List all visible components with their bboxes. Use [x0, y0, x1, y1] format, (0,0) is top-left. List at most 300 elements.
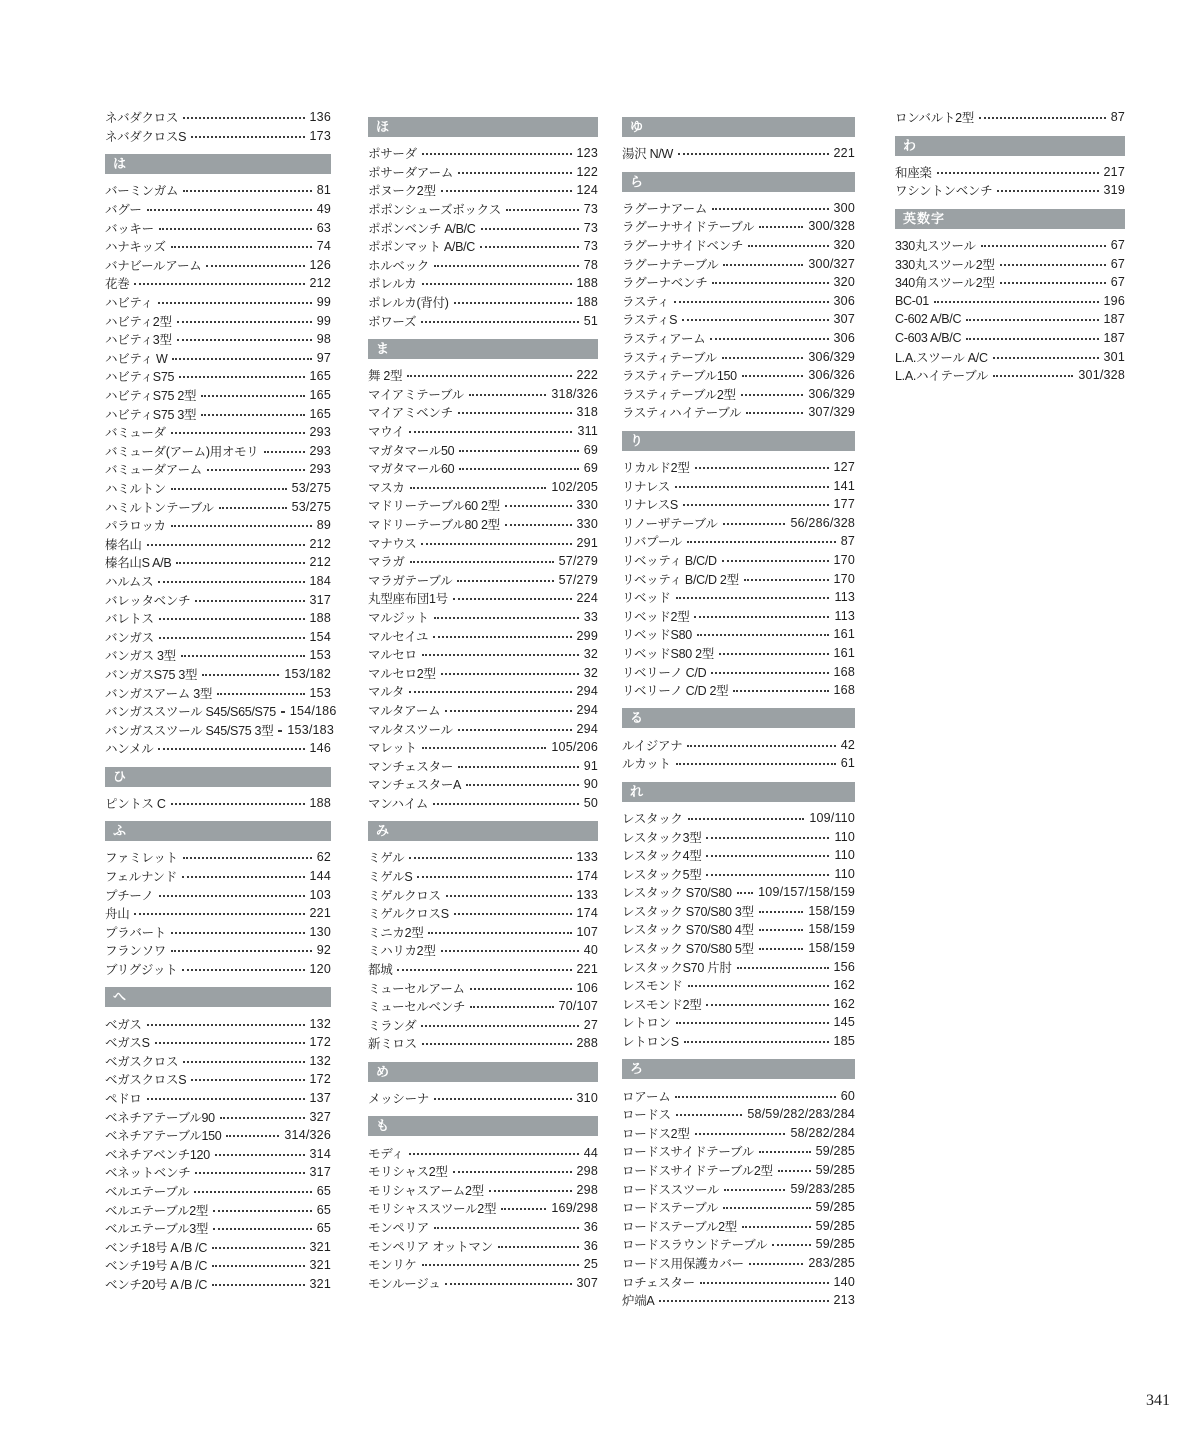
entry-pages: 306/326: [808, 368, 855, 383]
leader-dots: [422, 1043, 572, 1045]
leader-dots: [158, 748, 304, 750]
leader-dots: [207, 469, 305, 471]
section-label: れ: [630, 783, 645, 799]
entry-name: 舟山: [105, 907, 130, 922]
entry-pages: 73: [583, 202, 598, 217]
index-entry: [622, 236, 855, 255]
index-entry: [895, 108, 1125, 127]
entry-name: ハビティ2型: [105, 314, 172, 329]
entry-pages: 61: [840, 756, 855, 771]
section-header: [622, 782, 855, 802]
entry-name: ロードスサイドテーブル: [622, 1145, 754, 1160]
entry-pages: 196: [1103, 293, 1125, 308]
entry-name: 都城: [368, 963, 393, 978]
leader-dots: [981, 245, 1106, 247]
leader-dots: [772, 1244, 810, 1246]
leader-dots: [695, 1133, 786, 1135]
index-entry: [622, 827, 855, 846]
index-entry: [368, 1034, 598, 1053]
section-label: 英数字: [903, 210, 946, 226]
leader-dots: [422, 153, 572, 155]
section-header: [622, 1059, 855, 1079]
entry-name: マンハイム: [368, 796, 429, 811]
index-entry: [105, 1219, 331, 1238]
entry-pages: 87: [840, 534, 855, 549]
entry-name: マガタマール50: [368, 443, 455, 458]
entry-name: ベンチ18号 A /B /C: [105, 1240, 208, 1255]
entry-pages: 188: [309, 611, 331, 626]
index-entry: [368, 478, 598, 497]
index-entry: [368, 719, 598, 738]
leader-dots: [219, 507, 287, 509]
entry-name: ポレルカ(背付): [368, 296, 449, 311]
entry-name: バミューダアーム: [105, 463, 202, 478]
entry-name: リカルド2型: [622, 461, 690, 476]
index-column-1: [105, 108, 337, 1293]
index-entry: [368, 533, 598, 552]
entry-name: ラスティテーブル: [622, 350, 717, 365]
leader-dots: [177, 321, 312, 323]
index-entry: [105, 127, 331, 146]
entry-name: フランソワ: [105, 944, 167, 959]
entry-name: ミハリカ2型: [368, 944, 436, 959]
leader-dots: [441, 950, 579, 952]
index-entry: [368, 1181, 598, 1200]
index-entry: [368, 1016, 598, 1035]
index-entry: [895, 292, 1125, 311]
leader-dots: [759, 1151, 811, 1153]
index-entry: [368, 385, 598, 404]
entry-pages: 50: [583, 795, 598, 810]
entry-name: レスタック S70/S80 5型: [622, 942, 754, 957]
leader-dots: [719, 653, 829, 655]
entry-name: L.A.ハイテーブル: [895, 369, 989, 384]
leader-dots: [979, 117, 1106, 119]
entry-pages: 168: [833, 683, 855, 698]
entry-name: ハナキッズ: [105, 240, 166, 255]
index-entry: [622, 1105, 855, 1124]
entry-pages: 97: [316, 350, 331, 365]
entry-pages: 320: [833, 238, 855, 253]
entry-pages: 187: [1103, 312, 1125, 327]
entry-pages: 306: [833, 331, 855, 346]
leader-dots: [183, 117, 304, 119]
leader-dots: [134, 913, 304, 915]
entry-pages: 42: [840, 737, 855, 752]
entry-name: ベネチアテーブル90: [105, 1110, 215, 1125]
entry-name: ポポンシューズボックス: [368, 203, 501, 218]
section-label: も: [376, 1118, 391, 1134]
entry-name: ラスティテーブル2型: [622, 387, 736, 402]
index-entry: [105, 1237, 331, 1256]
entry-pages: 137: [309, 1091, 331, 1106]
entry-pages: 320: [833, 275, 855, 290]
section-label: る: [630, 710, 645, 726]
leader-dots: [171, 803, 305, 805]
entry-name: リベッドS80 2型: [622, 646, 714, 661]
leader-dots: [428, 932, 571, 934]
entry-name: マルタ: [368, 685, 405, 700]
index-entry: [105, 1163, 331, 1182]
entry-pages: 298: [576, 1164, 598, 1179]
entry-name: ポヌーク2型: [368, 184, 436, 199]
section-header: [368, 821, 598, 841]
entry-name: ハビティ3型: [105, 333, 172, 348]
leader-dots: [466, 784, 579, 786]
leader-dots: [700, 1282, 829, 1284]
entry-pages: 174: [576, 906, 598, 921]
entry-pages: 120: [309, 962, 331, 977]
leader-dots: [741, 394, 804, 396]
entry-pages: 59/285: [815, 1237, 855, 1252]
leader-dots: [278, 730, 282, 732]
index-entry: [622, 735, 855, 754]
index-entry: [368, 663, 598, 682]
entry-name: ミューセルベンチ: [368, 1000, 466, 1015]
entry-name: ラスティアーム: [622, 332, 706, 347]
index-entry: [368, 589, 598, 608]
leader-dots: [434, 1227, 579, 1229]
section-header: [622, 172, 855, 192]
index-entry: [622, 329, 855, 348]
index-entry: [105, 590, 331, 609]
leader-dots: [441, 190, 572, 192]
index-entry: [368, 1255, 598, 1274]
entry-name: ベガスクロスS: [105, 1073, 187, 1088]
index-entry: [622, 532, 855, 551]
entry-pages: 153: [309, 685, 331, 700]
leader-dots: [489, 1190, 572, 1192]
index-entry: [622, 366, 855, 385]
entry-pages: 65: [316, 1183, 331, 1198]
index-entry: [622, 1124, 855, 1143]
index-entry: [368, 515, 598, 534]
entry-pages: 32: [583, 647, 598, 662]
section-header: [622, 117, 855, 137]
entry-name: ハミルトン: [105, 481, 167, 496]
index-entry: [622, 681, 855, 700]
index-entry: [622, 403, 855, 422]
leader-dots: [687, 745, 835, 747]
index-entry: [105, 1014, 331, 1033]
leader-dots: [710, 338, 828, 340]
entry-name: ラグーナベンチ: [622, 276, 708, 291]
index-column-4: [895, 108, 1125, 385]
index-entry: [368, 997, 598, 1016]
entry-pages: 321: [309, 1276, 331, 1291]
entry-name: モンルージュ: [368, 1276, 441, 1291]
entry-pages: 69: [583, 442, 598, 457]
leader-dots: [778, 1170, 811, 1172]
entry-pages: 127: [833, 460, 855, 475]
leader-dots: [179, 376, 304, 378]
index-entry: [368, 794, 598, 813]
entry-name: ルイジアナ: [622, 738, 683, 753]
index-entry: [105, 330, 331, 349]
entry-name: ロードススツール: [622, 1182, 720, 1197]
index-entry: [622, 662, 855, 681]
entry-pages: 317: [309, 592, 331, 607]
leader-dots: [746, 412, 803, 414]
entry-name: レスタック S70/S80 4型: [622, 923, 754, 938]
entry-name: バナビールアーム: [105, 258, 202, 273]
leader-dots: [723, 264, 803, 266]
entry-pages: 141: [833, 478, 855, 493]
index-entry: [105, 386, 331, 405]
index-entry: [622, 199, 855, 218]
entry-name: ベガス: [105, 1017, 142, 1032]
entry-name: ベネットベンチ: [105, 1166, 191, 1181]
entry-name: モリシャス2型: [368, 1165, 448, 1180]
entry-name: リベッド: [622, 591, 671, 606]
index-entry: [105, 367, 331, 386]
entry-pages: 58/59/282/283/284: [747, 1107, 855, 1122]
entry-name: マレット: [368, 741, 417, 756]
index-entry: [368, 181, 598, 200]
entry-pages: 57/279: [558, 572, 598, 587]
index-entry: [622, 1217, 855, 1236]
entry-pages: 213: [833, 1293, 855, 1308]
leader-dots: [934, 301, 1099, 303]
entry-pages: 319: [1103, 183, 1125, 198]
entry-name: ハビティS75 2型: [105, 389, 197, 404]
entry-pages: 153: [309, 648, 331, 663]
entry-name: バンガスアーム 3型: [105, 686, 213, 701]
index-entry: [622, 514, 855, 533]
leader-dots: [422, 747, 547, 749]
index-entry: [622, 292, 855, 311]
entry-name: バッキー: [105, 221, 154, 236]
entry-name: ルカット: [622, 757, 671, 772]
entry-pages: 69: [583, 461, 598, 476]
entry-pages: 217: [1103, 164, 1125, 179]
leader-dots: [445, 1283, 571, 1285]
entry-name: マルセイユ: [368, 629, 429, 644]
leader-dots: [421, 321, 579, 323]
entry-name: ポポンベンチ A/B/C: [368, 221, 476, 236]
entry-pages: 165: [309, 388, 331, 403]
entry-pages: 144: [309, 869, 331, 884]
entry-name: マナウス: [368, 536, 417, 551]
leader-dots: [158, 302, 312, 304]
index-entry: [368, 885, 598, 904]
page-number: 341: [1146, 1392, 1170, 1409]
leader-dots: [155, 1042, 305, 1044]
leader-dots: [147, 544, 305, 546]
leader-dots: [397, 969, 571, 971]
section-label: ふ: [113, 823, 128, 839]
leader-dots: [687, 541, 836, 543]
leader-dots: [712, 282, 828, 284]
index-entry: [895, 366, 1125, 385]
entry-name: ベンチ19号 A /B /C: [105, 1259, 208, 1274]
entry-name: ミゲル: [368, 851, 405, 866]
leader-dots: [706, 837, 829, 839]
entry-pages: 70/107: [558, 999, 598, 1014]
entry-name: モンペリア オットマン: [368, 1239, 493, 1254]
entry-name: C-603 A/B/C: [895, 331, 962, 346]
entry-pages: 173: [309, 128, 331, 143]
index-entry: [105, 553, 331, 572]
entry-pages: 106: [576, 980, 598, 995]
entry-name: バンガス: [105, 630, 154, 645]
index-entry: [105, 904, 331, 923]
entry-name: モリシャススツール2型: [368, 1202, 497, 1217]
entry-pages: 105/206: [551, 740, 598, 755]
index-entry: [622, 458, 855, 477]
entry-pages: 132: [309, 1016, 331, 1031]
leader-dots: [171, 932, 305, 934]
entry-name: マウイ: [368, 425, 405, 440]
leader-dots: [171, 246, 312, 248]
entry-pages: 222: [576, 368, 598, 383]
leader-dots: [722, 357, 804, 359]
leader-dots: [684, 1041, 829, 1043]
section-header: [105, 821, 331, 841]
entry-name: ポサーダアーム: [368, 165, 454, 180]
leader-dots: [744, 579, 829, 581]
entry-name: レスタックS70 片肘: [622, 960, 732, 975]
leader-dots: [433, 636, 571, 638]
index-entry: [622, 1272, 855, 1291]
index-entry: [105, 848, 331, 867]
entry-pages: 306/329: [808, 349, 855, 364]
entry-pages: 130: [309, 924, 331, 939]
index-entry: [105, 720, 334, 739]
leader-dots: [1000, 264, 1106, 266]
index-entry: [368, 570, 598, 589]
entry-pages: 283/285: [808, 1255, 855, 1270]
entry-name: リバプール: [622, 535, 683, 550]
index-entry: [622, 920, 855, 939]
leader-dots: [182, 969, 304, 971]
index-entry: [622, 1179, 855, 1198]
index-entry: [368, 144, 598, 163]
index-entry: [622, 864, 855, 883]
leader-dots: [458, 766, 579, 768]
leader-dots: [281, 711, 285, 713]
entry-pages: 294: [576, 684, 598, 699]
entry-pages: 330: [576, 498, 598, 513]
section-label: め: [376, 1063, 391, 1079]
entry-pages: 99: [316, 313, 331, 328]
leader-dots: [409, 1153, 579, 1155]
entry-name: ベネチアテーブル150: [105, 1129, 222, 1144]
entry-pages: 124: [576, 183, 598, 198]
entry-pages: 91: [583, 758, 598, 773]
leader-dots: [1000, 282, 1106, 284]
entry-name: マラガテーブル: [368, 573, 453, 588]
entry-pages: 212: [309, 276, 331, 291]
index-entry: [622, 995, 855, 1014]
entry-pages: 32: [583, 665, 598, 680]
leader-dots: [410, 561, 554, 563]
entry-pages: 126: [309, 257, 331, 272]
leader-dots: [469, 394, 547, 396]
section-header: [368, 1062, 598, 1082]
index-column-2: [368, 108, 598, 1292]
entry-name: ミニカ2型: [368, 925, 424, 940]
index-entry: [895, 254, 1125, 273]
leader-dots: [172, 358, 311, 360]
index-entry: [368, 459, 598, 478]
leader-dots: [723, 1207, 810, 1209]
index-entry: [368, 1143, 598, 1162]
leader-dots: [694, 616, 829, 618]
entry-pages: 294: [576, 721, 598, 736]
index-entry: [368, 738, 598, 757]
entry-pages: 288: [576, 1036, 598, 1051]
index-entry: [105, 181, 331, 200]
entry-name: ラスティテーブル150: [622, 369, 737, 384]
leader-dots: [676, 597, 830, 599]
entry-name: ワシントンベンチ: [895, 184, 993, 199]
leader-dots: [676, 1114, 743, 1116]
leader-dots: [191, 1079, 304, 1081]
entry-name: マルタアーム: [368, 703, 441, 718]
entry-name: ボワーズ: [368, 314, 417, 329]
index-entry: [622, 551, 855, 570]
entry-name: レスタック: [622, 811, 683, 826]
entry-pages: 90: [583, 777, 598, 792]
entry-pages: 109/157/158/159: [758, 885, 855, 900]
index-entry: [105, 460, 331, 479]
entry-pages: 36: [583, 1238, 598, 1253]
leader-dots: [422, 283, 572, 285]
index-entry: [368, 1218, 598, 1237]
leader-dots: [675, 1096, 835, 1098]
leader-dots: [445, 710, 571, 712]
entry-pages: 133: [576, 887, 598, 902]
leader-dots: [501, 1208, 546, 1210]
entry-name: 330丸スツール: [895, 239, 976, 254]
index-entry: [105, 1070, 331, 1089]
leader-dots: [176, 562, 304, 564]
entry-pages: 110: [834, 866, 855, 881]
index-entry: [895, 273, 1125, 292]
entry-pages: 221: [576, 962, 598, 977]
index-entry: [895, 347, 1125, 366]
entry-name: ロンバルト2型: [895, 111, 974, 126]
section-header: [368, 117, 598, 137]
leader-dots: [683, 504, 829, 506]
entry-name: ラグーナアーム: [622, 201, 708, 216]
leader-dots: [441, 673, 579, 675]
index-entry: [368, 200, 598, 219]
section-header: [895, 136, 1125, 156]
entry-name: ベンチ20号 A /B /C: [105, 1277, 208, 1292]
entry-pages: 67: [1110, 256, 1125, 271]
entry-name: ポポンマット A/B/C: [368, 240, 476, 255]
entry-name: ロードス: [622, 1108, 671, 1123]
entry-name: ハンメル: [105, 742, 154, 757]
entry-name: 新ミロス: [368, 1037, 417, 1052]
entry-pages: 63: [316, 220, 331, 235]
index-entry: [622, 1235, 855, 1254]
leader-dots: [742, 1226, 811, 1228]
leader-dots: [675, 486, 829, 488]
entry-pages: 306: [833, 293, 855, 308]
entry-name: バンガススツール S45/S75 3型: [105, 723, 274, 738]
entry-name: リベッド2型: [622, 609, 690, 624]
entry-pages: 74: [316, 239, 331, 254]
index-entry: [105, 497, 331, 516]
entry-name: モディ: [368, 1146, 404, 1161]
entry-name: リナレス: [622, 479, 670, 494]
leader-dots: [434, 1098, 572, 1100]
index-entry: [105, 923, 331, 942]
index-entry: [105, 1033, 331, 1052]
